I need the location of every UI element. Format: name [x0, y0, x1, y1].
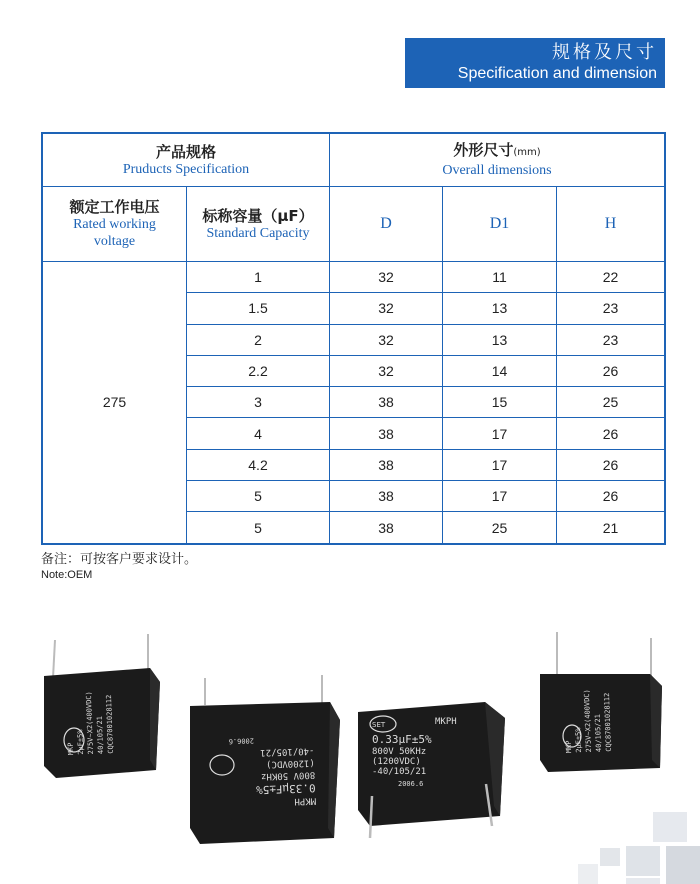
cap4-line-2: 2μF±5% [574, 727, 584, 753]
capacitor-photos [0, 620, 700, 884]
cap1-line-1: MKP [66, 742, 76, 756]
cap2-line-1: MKPH [294, 795, 317, 806]
d1-cell: 25 [443, 512, 557, 544]
cap4-line-3: 275V~X2(400VDC) [582, 689, 594, 753]
cap3-line-5: -40/105/21 [372, 767, 427, 777]
h-cell: 26 [557, 481, 666, 512]
cap-cell: 5 [187, 512, 330, 544]
cap3-line-3: 800V 50KHz [372, 747, 427, 757]
col-d1-header: D1 [443, 187, 557, 262]
d-cell: 38 [330, 387, 443, 418]
note [41, 552, 197, 582]
cap2-line-5: -40/105/21 [260, 745, 315, 758]
cap3-line-4: (1200VDC) [372, 757, 421, 767]
d-cell: 32 [330, 262, 443, 293]
cap2-line-3: 800V 50KHz [260, 769, 316, 782]
voltage-cell: 275 [42, 262, 187, 544]
overall-dim-header [330, 133, 666, 187]
cap-cell: 1.5 [187, 293, 330, 324]
h-cell: 22 [557, 262, 666, 293]
products-spec-header [42, 133, 330, 187]
h-cell: 26 [557, 355, 666, 386]
cap-cell: 4 [187, 418, 330, 449]
cap2-line-4: (1200VDC) [265, 757, 315, 769]
d1-cell: 17 [443, 418, 557, 449]
capacity-zh: 标称容量（μF） [202, 206, 314, 225]
d1-cell: 17 [443, 449, 557, 480]
cap2-line-2: 0.33μF±5% [255, 781, 316, 797]
d-cell: 38 [330, 418, 443, 449]
cap1-line-4: 40/105/21 [95, 715, 106, 755]
cap3-line-2: 0.33μF±5% [372, 733, 432, 746]
h-cell: 26 [557, 418, 666, 449]
h-cell: 25 [557, 387, 666, 418]
d1-cell: 13 [443, 324, 557, 355]
cap3-logo: SET [372, 721, 386, 729]
spec-table [41, 132, 666, 545]
products-spec-en: Pruducts Specification [122, 161, 250, 177]
capacitor-1 [44, 634, 160, 778]
col-d-header: D [330, 187, 443, 262]
cap3-line-1: MKPH [435, 717, 457, 727]
d-cell: 32 [330, 355, 443, 386]
cap4-line-4: 40/105/21 [593, 713, 604, 753]
cap-cell: 2 [187, 324, 330, 355]
h-cell: 23 [557, 293, 666, 324]
products-spec-zh: 产品规格 [155, 142, 216, 161]
h-cell: 26 [557, 449, 666, 480]
cap3-line-6: 2006.6 [398, 780, 424, 788]
rated-voltage-zh: 额定工作电压 [69, 198, 160, 216]
overall-dim-unit: (mm) [513, 147, 541, 158]
rated-voltage-en-2: voltage [93, 234, 136, 249]
cap1-line-5: CQC87001028112 [104, 694, 116, 754]
cap2-line-6: 2006.6 [228, 736, 255, 746]
cap4-line-5: CQC87001028112 [602, 692, 614, 752]
capacitor-2 [190, 675, 340, 844]
cap-cell: 2.2 [187, 355, 330, 386]
note-en: Note:OEM [41, 569, 93, 581]
cap-cell: 1 [187, 262, 330, 293]
d1-cell: 17 [443, 481, 557, 512]
capacitor-4 [540, 632, 662, 772]
cap-cell: 5 [187, 481, 330, 512]
h-cell: 23 [557, 324, 666, 355]
d1-cell: 15 [443, 387, 557, 418]
capacity-header [187, 187, 330, 262]
note-zh: 备注：可按客户要求设计。 [41, 552, 198, 567]
d-cell: 38 [330, 512, 443, 544]
col-h-header: H [557, 187, 666, 262]
d-cell: 38 [330, 481, 443, 512]
section-header [405, 38, 665, 88]
d1-cell: 14 [443, 355, 557, 386]
d-cell: 32 [330, 293, 443, 324]
overall-dim-zh: 外形尺寸 [453, 141, 514, 159]
d-cell: 32 [330, 324, 443, 355]
corner-decoration [578, 812, 700, 884]
overall-dim-en: Overall dimensions [442, 163, 552, 178]
rated-voltage-header [42, 187, 187, 262]
table-row [42, 262, 665, 293]
cap1-line-3: 275V~X2(400VDC) [84, 691, 96, 755]
section-title-en: Specification and dimension [457, 65, 657, 82]
capacity-en: Standard Capacity [206, 225, 310, 241]
cap-cell: 4.2 [187, 449, 330, 480]
h-cell: 21 [557, 512, 666, 544]
d1-cell: 11 [443, 262, 557, 293]
capacitor-3 [358, 702, 505, 838]
cap1-line-2: 2μF±5% [76, 729, 86, 755]
d1-cell: 13 [443, 293, 557, 324]
cap4-line-1: MKP [564, 740, 574, 754]
rated-voltage-en-1: Rated working [73, 217, 156, 232]
cap-cell: 3 [187, 387, 330, 418]
section-title-zh: 规格及尺寸 [552, 42, 657, 63]
d-cell: 38 [330, 449, 443, 480]
